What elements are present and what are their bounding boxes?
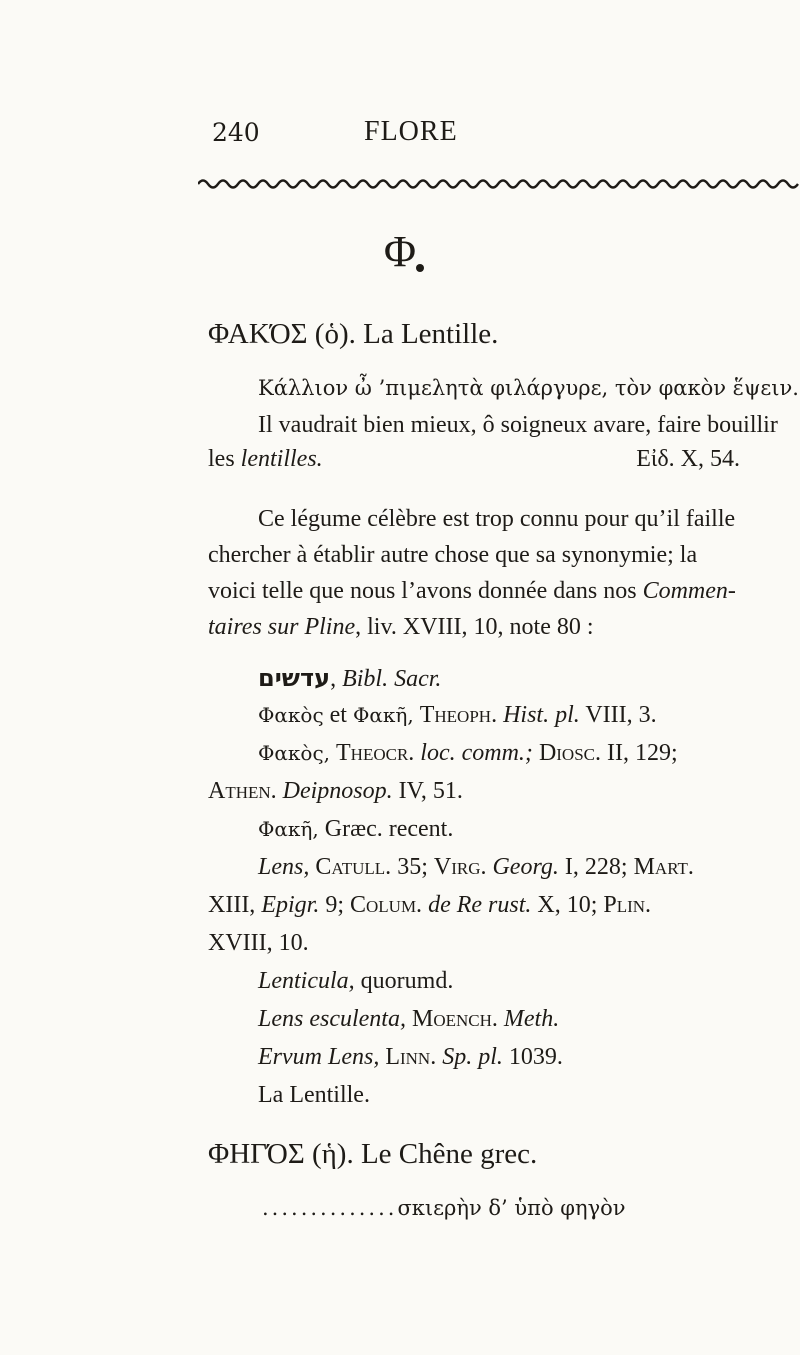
- running-title: FLORE: [364, 116, 458, 147]
- entry-headword: ΦΑΚΌΣ: [208, 318, 308, 350]
- verse-reference: Εἰδ. X, 54.: [636, 446, 740, 472]
- entry-translation: La Lentille.: [363, 318, 499, 350]
- commentary-line: taires sur Pline, liv. XVIII, 10, note 80 :: [208, 614, 594, 640]
- synonym-line: Φακὸς, Theocr. loc. comm.; Diosc. II, 129;: [258, 740, 678, 766]
- ornamental-rule: [198, 177, 800, 191]
- synonym-line: XVIII, 10.: [208, 930, 309, 956]
- commentary-line: chercher à établir autre chose que sa synonymie; la: [208, 542, 698, 568]
- section-letter: Φ: [383, 227, 417, 276]
- entry-heading-phakos: [208, 318, 498, 351]
- verse-translation-line1: Il vaudrait bien mieux, ô soigneux avare, faire bouillir: [258, 412, 778, 438]
- greek-verse: ..............σκιερὴν δ’ ὑπὸ φηγὸν: [262, 1196, 626, 1220]
- synonym-line: Ervum Lens, Linn. Sp. pl. 1039.: [258, 1044, 563, 1070]
- entry-headword: ΦΗΓΌΣ: [208, 1138, 305, 1170]
- synonym-hebrew: עדשים, Bibl. Sacr.: [258, 664, 442, 692]
- section-dot: [416, 264, 424, 272]
- commentary-line: Ce légume célèbre est trop connu pour qu’il faille: [258, 506, 736, 532]
- page-header: [0, 118, 800, 158]
- synonym-line: Athen. Deipnosop. IV, 51.: [208, 778, 463, 804]
- entry-translation: Le Chêne grec.: [360, 1138, 538, 1170]
- synonym-line: Lens, Catull. 35; Virg. Georg. I, 228; Mart.: [258, 854, 694, 880]
- greek-verse: Κάλλιον ὦ ’πιμελητὰ φιλάργυρε, τὸν φακὸν ἕψειν.: [258, 376, 799, 400]
- synonym-line: La Lentille.: [258, 1082, 370, 1108]
- entry-article: (ὁ).: [314, 318, 356, 350]
- synonym-line: Lenticula, quorumd.: [258, 968, 454, 994]
- synonym-line: Φακῆ, Græc. recent.: [258, 816, 454, 842]
- verse-translation-line2: les lentilles. Εἰδ. X, 54.: [208, 446, 740, 472]
- synonym-line: Φακὸς et Φακῆ, Theoph. Hist. pl. VIII, 3.: [258, 702, 657, 728]
- commentary-line: voici telle que nous l’avons donnée dans nos Commen-: [208, 578, 736, 604]
- synonym-line: Lens esculenta, Moench. Meth.: [258, 1006, 560, 1032]
- entry-heading-phegos: [208, 1138, 537, 1171]
- page-number: 240: [212, 118, 260, 147]
- synonym-line: XIII, Epigr. 9; Colum. de Re rust. X, 10; Plin.: [208, 892, 652, 918]
- entry-article: (ἡ).: [311, 1138, 354, 1170]
